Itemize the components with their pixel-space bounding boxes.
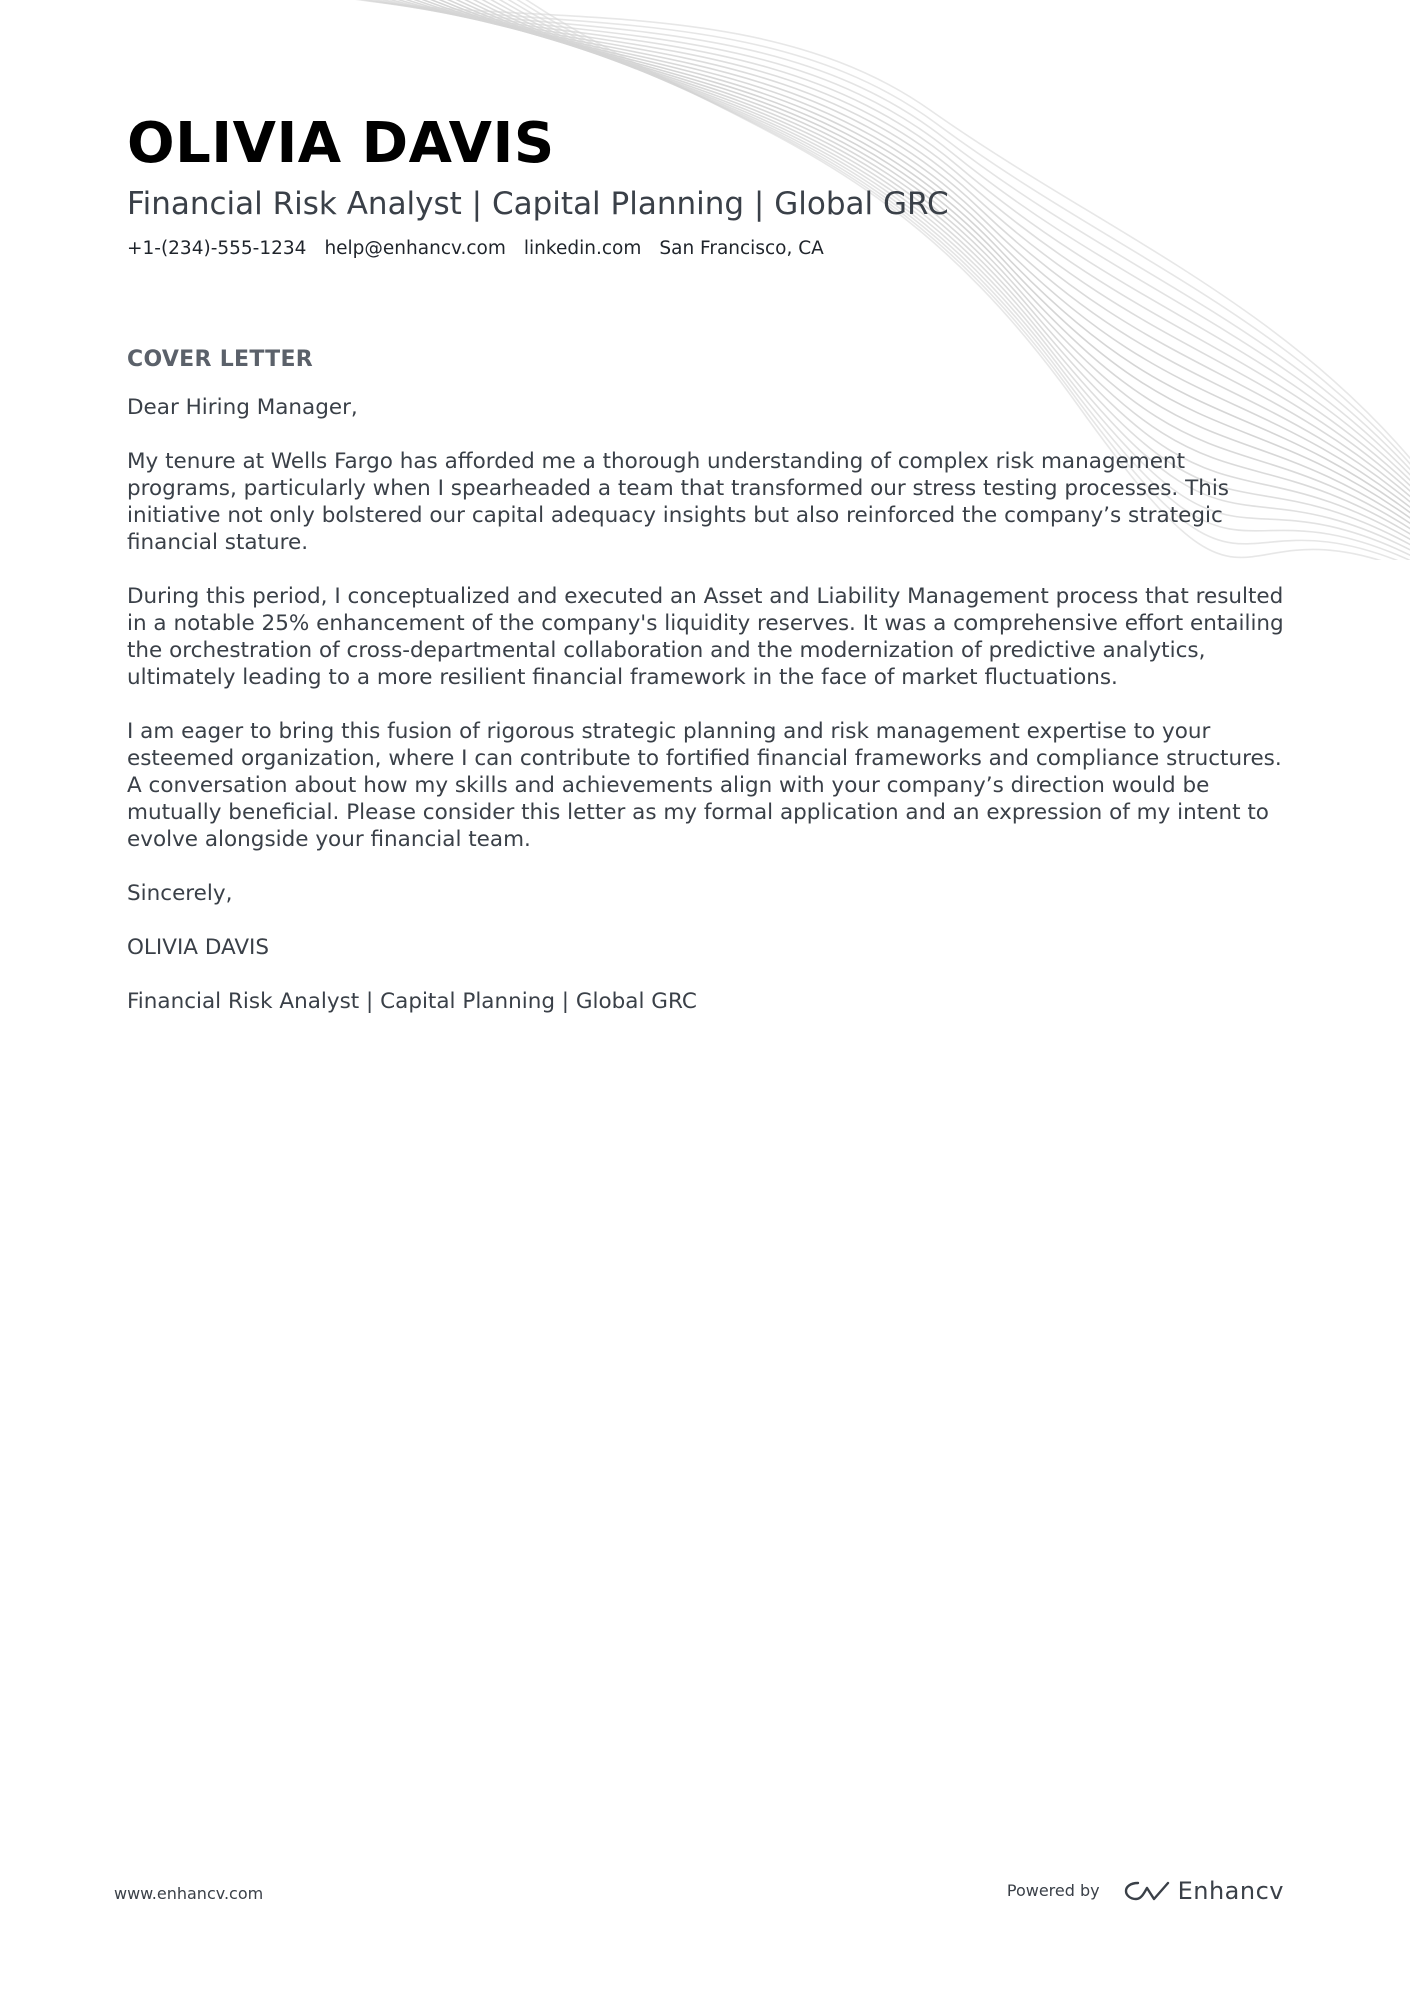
brand-logo[interactable] [1124, 1876, 1284, 1906]
contact-info [127, 236, 1287, 262]
salutation: Dear Hiring Manager, [127, 395, 358, 420]
brand-name: Enhancv [1177, 1877, 1284, 1905]
enhancv-logo-icon [1124, 1879, 1170, 1903]
contact-phone[interactable]: +1-(234)-555-1234 [127, 238, 307, 259]
cover-letter-page [127, 110, 1287, 1042]
contact-email[interactable]: help@enhancv.com [324, 238, 506, 259]
footer-branding [1007, 1876, 1284, 1906]
section-heading: COVER LETTER [127, 347, 314, 372]
contact-linkedin[interactable]: linkedin.com [523, 238, 642, 259]
signature-name: OLIVIA DAVIS [127, 935, 270, 960]
applicant-name: OLIVIA DAVIS [127, 111, 555, 176]
applicant-title: Financial Risk Analyst | Capital Planning | Global GRC [127, 186, 949, 222]
closing: Sincerely, [127, 881, 233, 906]
powered-by-label: Powered by [1006, 1881, 1100, 1900]
letter-body [127, 394, 1287, 1015]
footer-website[interactable]: www.enhancv.com [114, 1884, 264, 1903]
signature-title: Financial Risk Analyst | Capital Planning | Global GRC [127, 989, 697, 1014]
contact-location: San Francisco, CA [659, 238, 824, 259]
letter-paragraph-1: My tenure at Wells Fargo has afforded me a thorough understanding of complex risk management programs, particularly when I spearheaded a team that transformed our stress testing processes. This initiative not only bolstered our capital adequacy insights but also reinforced the company’s strategic financial stature. [127, 449, 1230, 555]
letter-paragraph-2: During this period, I conceptualized and executed an Asset and Liability Management process that resulted in a notable 25% enhancement of the company's liquidity reserves. It was a comprehensive effort entailing the orchestration of cross-departmental collaboration and the modernization of predictive analytics, ultimately leading to a more resilient financial framework in the face of market fluctuations. [127, 584, 1284, 690]
letter-paragraph-3: I am eager to bring this fusion of rigorous strategic planning and risk management expertise to your esteemed organization, where I can contribute to fortified financial frameworks and compliance structures. A conversation about how my skills and achievements align with your company’s direction would be mutually beneficial. Please consider this letter as my formal application and an expression of my intent to evolve alongside your financial team. [127, 719, 1282, 852]
